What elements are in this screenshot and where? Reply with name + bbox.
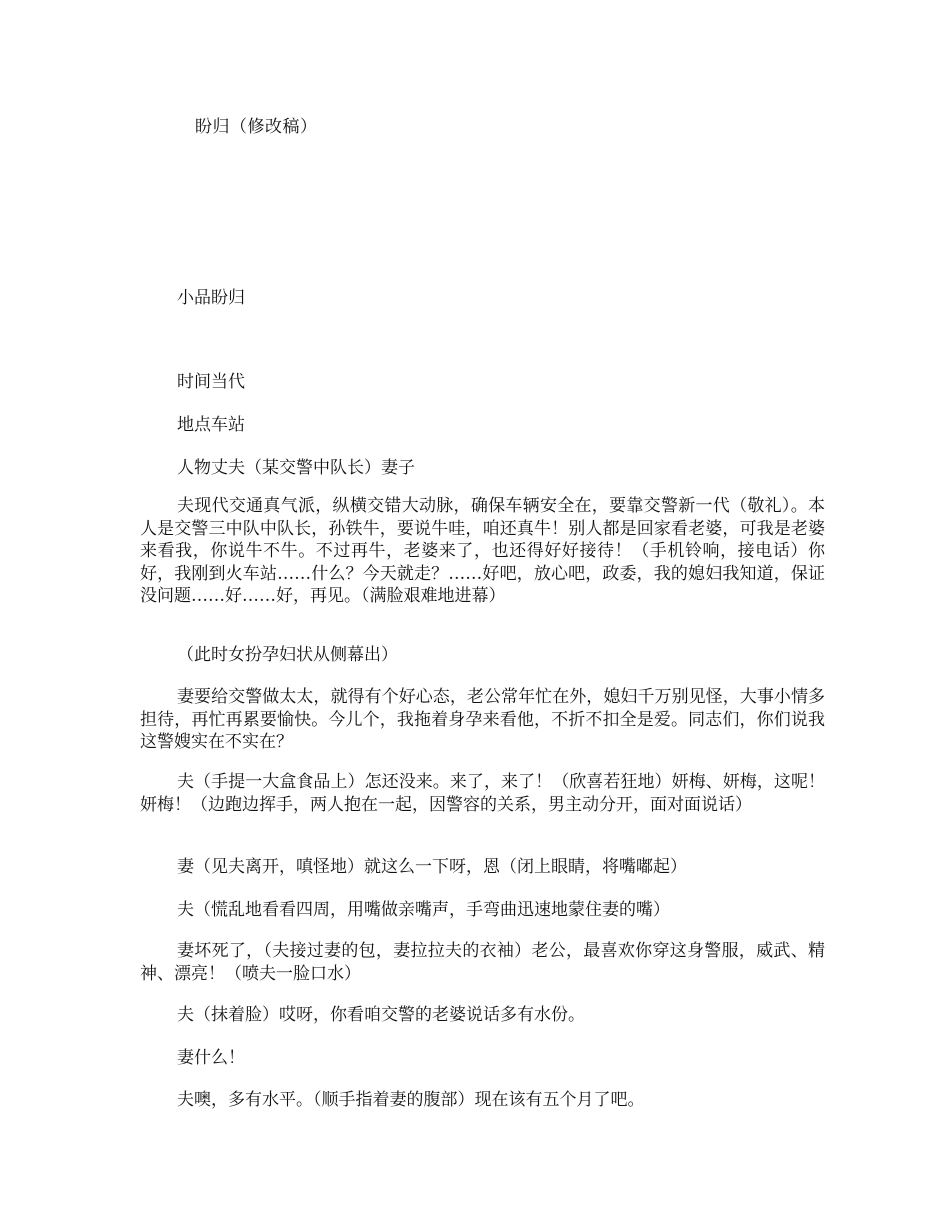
play-subtitle: 小品盼归 [177,288,245,308]
characters-line: 人物丈夫（某交警中队长）妻子 [177,458,415,478]
paragraph: 夫（手提一大盒食品上）怎还没来。来了，来了！（欣喜若狂地）妍梅、妍梅，这呢！妍梅！（边跑边挥手，两人抱在一起，因警容的关系，男主动分开，面对面说话） [140,772,825,815]
paragraph: 妻什么！ [177,1048,245,1068]
paragraph: 妻（见夫离开，嗔怪地）就这么一下呀，恩（闭上眼睛，将嘴嘟起） [177,857,687,877]
paragraph: 夫噢，多有水平。（顺手指着妻的腹部）现在该有五个月了吧。 [177,1090,645,1110]
paragraph: 夫（慌乱地看看四周，用嘴做亲嘴声，手弯曲迅速地蒙住妻的嘴） [177,900,670,920]
paragraph: 妻要给交警做太太，就得有个好心态，老公常年忙在外，媳妇千万别见怪，大事小情多担待，再忙再累要愉快。今儿个，我拖着身孕来看他，不折不扣全是爱。同志们，你们说我这警嫂实在不实在？ [140,687,825,752]
paragraph: 夫现代交通真气派，纵横交错大动脉，确保车辆安全在，要靠交警新一代（敬礼）。本人是交警三中队中队长，孙铁牛，要说牛哇，咱还真牛！别人都是回家看老婆，可我是老婆来看我，你说牛不牛。不过再牛，老婆来了，也还得好好接待！（手机铃响，接电话）你好，我刚到火车站……什么？今天就走？……好吧，放心吧，政委，我的媳妇我知道，保证没问题……好……好，再见。（满脸艰难地进幕） [140,496,825,606]
paragraph: 夫（抹着脸）哎呀，你看咱交警的老婆说话多有水份。 [177,1005,585,1025]
time-line: 时间当代 [177,372,245,392]
place-line: 地点车站 [177,415,245,435]
paragraph: （此时女扮孕妇状从侧幕出） [177,645,398,665]
document-title: 盼归（修改稿） [195,117,318,137]
paragraph: 妻坏死了，（夫接过妻的包，妻拉拉夫的衣袖）老公，最喜欢你穿这身警服，威武、精神、漂亮！（喷夫一脸口水） [140,941,825,984]
